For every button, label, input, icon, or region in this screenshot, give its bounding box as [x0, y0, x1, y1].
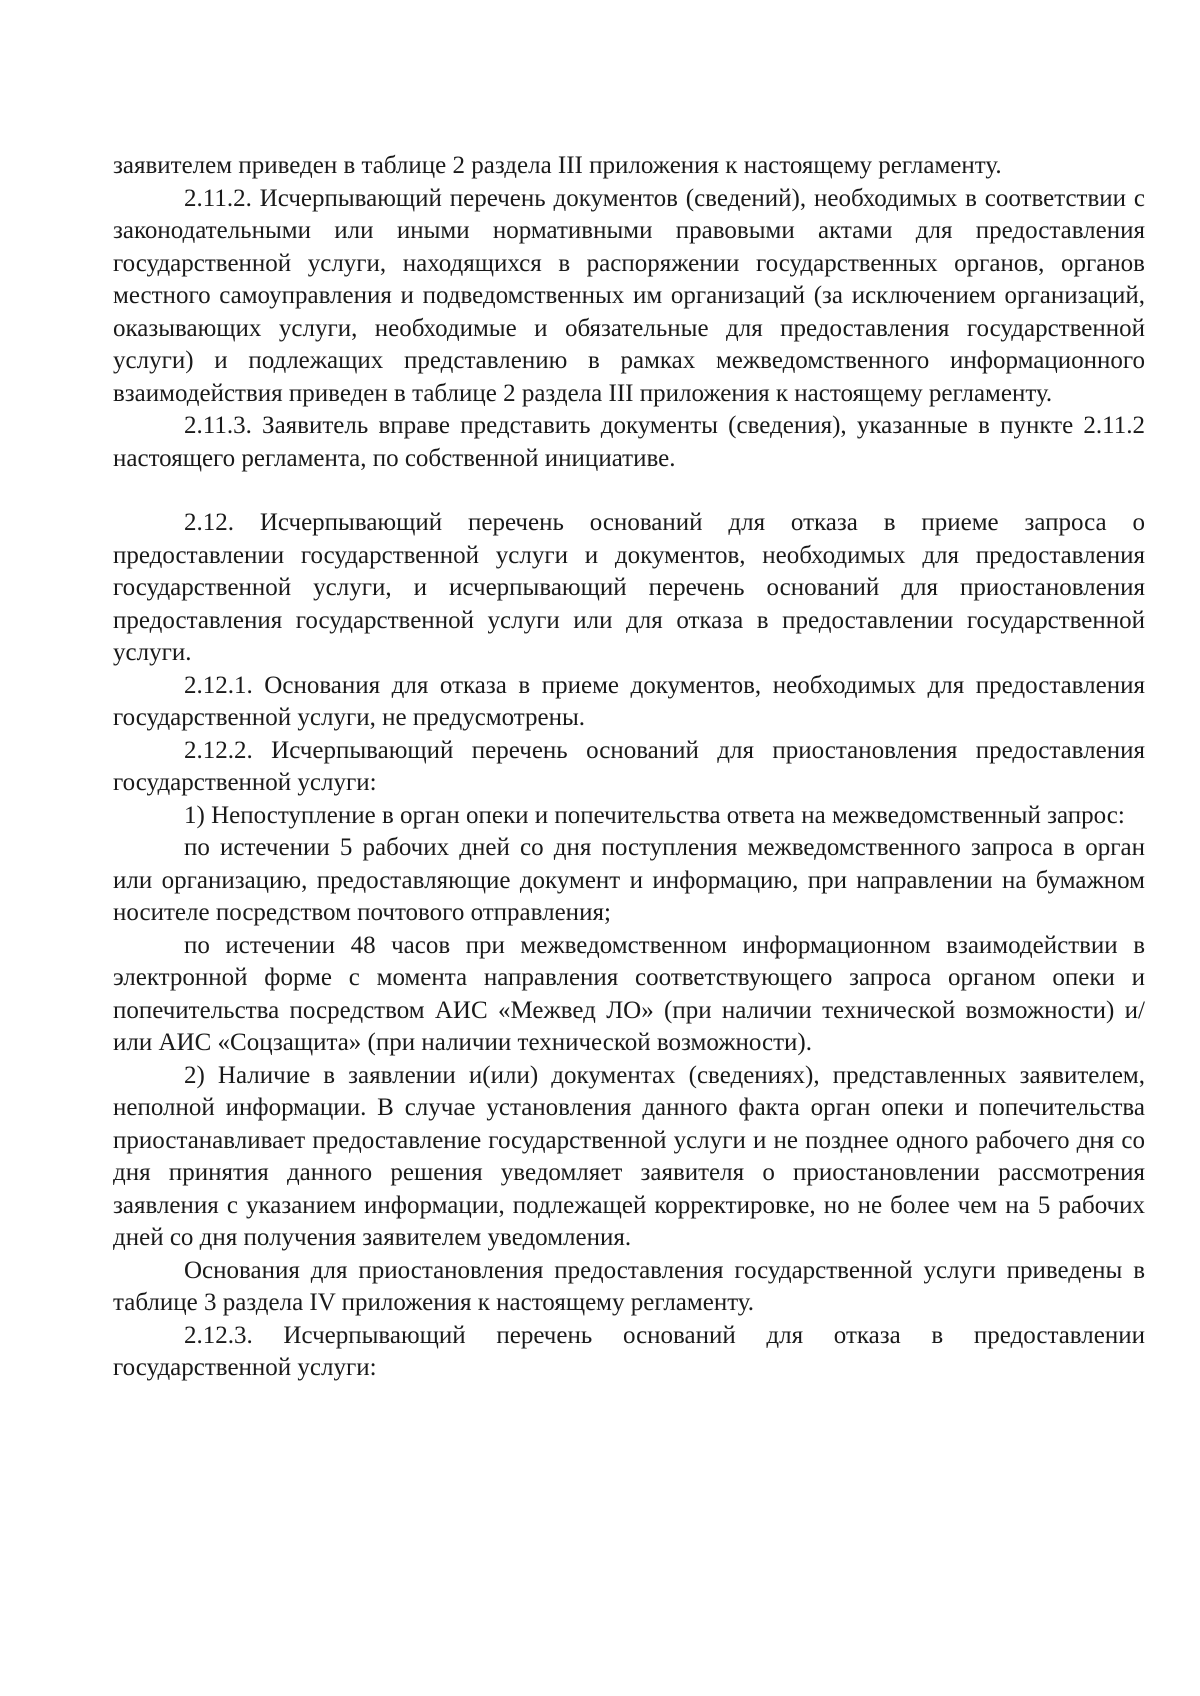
- list-item-2: 2) Наличие в заявлении и(или) документах (сведениях), представленных заявителем, неполной информации. В случае установления данного факта орган опеки и попечительства приостанавливает предоставление государственной услуги и не позднее одного рабочего дня со дня принятия данного решения уведомляет заявителя о приостановлении рассмотрения заявления с указанием информации, подлежащей корректировке, но не более чем на 5 рабочих дней со дня получения заявителем уведомления.: [113, 1061, 1145, 1251]
- paragraph-2-12-1: 2.12.1. Основания для отказа в приеме документов, необходимых для предоставления государственной услуги, не предусмотрены.: [113, 671, 1145, 731]
- paragraph-2-12: 2.12. Исчерпывающий перечень оснований для отказа в приеме запроса о предоставлении государственной услуги и документов, необходимых для предоставления государственной услуги, и исчерпывающий перечень оснований для приостановления предоставления государственной услуги или для отказа в предоставлении государственной услуги.: [113, 509, 1145, 666]
- paragraph-2-12-2: 2.12.2. Исчерпывающий перечень оснований для приостановления предоставления государственной услуги:: [113, 736, 1145, 796]
- paragraph-suspension-grounds: Основания для приостановления предоставления государственной услуги приведены в таблице 3 раздела IV приложения к настоящему регламенту.: [113, 1256, 1145, 1316]
- paragraph-continuation: заявителем приведен в таблице 2 раздела III приложения к настоящему регламенту.: [113, 152, 1002, 179]
- paragraph-2-11-2: 2.11.2. Исчерпывающий перечень документов (сведений), необходимых в соответствии с законодательными или иными нормативными правовыми актами для предоставления государственной услуги, находящихся в распоряжении государственных органов, органов местного самоуправления и подведомственных им организаций (за исключением организаций, оказывающих услуги, необходимые и обязательные для предоставления государственной услуги) и подлежащих представлению в рамках межведомственного информационного взаимодействия приведен в таблице 2 раздела III приложения к настоящему регламенту.: [113, 184, 1145, 407]
- document-body: [113, 150, 1145, 1385]
- paragraph-2-11-3: 2.11.3. Заявитель вправе представить документы (сведения), указанные в пункте 2.11.2 настоящего регламента, по собственной инициативе.: [113, 412, 1145, 472]
- list-item-1-case-electronic: по истечении 48 часов при межведомственном информационном взаимодействии в электронной форме с момента направления соответствующего запроса органом опеки и попечительства посредством АИС «Межвед ЛО» (при наличии технической возможности) и/или АИС «Соцзащита» (при наличии технической возможности).: [113, 931, 1145, 1056]
- paragraph-2-12-3: 2.12.3. Исчерпывающий перечень оснований для отказа в предоставлении государственной услуги:: [113, 1321, 1145, 1381]
- list-item-1-case-paper: по истечении 5 рабочих дней со дня поступления межведомственного запроса в орган или организацию, предоставляющие документ и информацию, при направлении на бумажном носителе посредством почтового отправления;: [113, 834, 1145, 926]
- list-item-1: 1) Непоступление в орган опеки и попечительства ответа на межведомственный запрос:: [184, 801, 1125, 829]
